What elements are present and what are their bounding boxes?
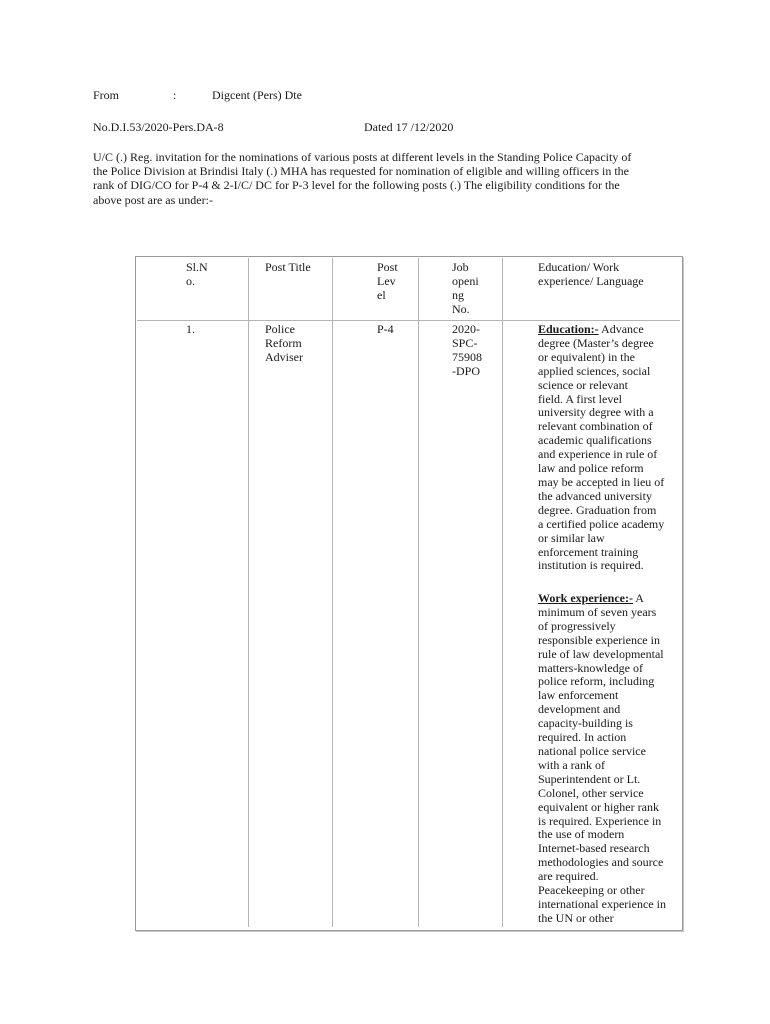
body-line: the Police Division at Brindisi Italy (.) MHA has requested for nomination of eligible and willing officers in the [93, 164, 630, 179]
column-divider [502, 258, 503, 927]
row1-work-experience: Work experience:- A minimum of seven years of progressively responsible experience in rule of law developmental matters-knowledge of police reform, including law enforcement development and capacity-building is required. In action national police service with a rank of Superintendent or Lt. Colonel, other service equivalent or higher rank is required. Experience in the use of modern Internet-based research methodologies and source are required. Peacekeeping or other international experience in the UN or other [538, 591, 666, 925]
work-first-line: Work experience:- A [538, 591, 644, 605]
header-slno: Sl.N o. [186, 260, 208, 288]
education-first-line: Education:- Advance [538, 322, 644, 336]
header-post-title: Post Title [265, 260, 311, 274]
work-heading: Work experience:- [538, 591, 633, 605]
date: Dated 17 /12/2020 [364, 120, 454, 134]
body-paragraph [93, 150, 693, 207]
row1-post-level: P-4 [377, 322, 394, 336]
row-divider [137, 320, 680, 321]
header-job-opening: Job openi ng No. [452, 260, 479, 316]
header-education: Education/ Work experience/ Language [538, 260, 644, 288]
column-divider [418, 258, 419, 927]
education-heading: Education:- [538, 322, 599, 336]
column-divider [248, 258, 249, 927]
body-line: above post are as under:- [93, 192, 213, 207]
column-divider [332, 258, 333, 927]
body-line: rank of DIG/CO for P-4 & 2-I/C/ DC for P-3 level for the following posts (.) The eligibility conditions for the [93, 178, 620, 193]
reference-number: No.D.I.53/2020-Pers.DA-8 [93, 120, 224, 134]
from-value: Digcent (Pers) Dte [212, 88, 302, 102]
row1-education: Education:- Advance degree (Master’s degree or equivalent) in the applied sciences, social science or relevant field. A first level university degree with a relevant combination of academic qualifications and experience in rule of law and police reform may be accepted in lieu of the advanced university degree. Graduation from a certified police academy or similar law enforcement training institution is required. [538, 322, 665, 573]
row1-slno: 1. [186, 322, 195, 336]
body-line: U/C (.) Reg. invitation for the nominations of various posts at different levels in the Standing Police Capacity of [93, 150, 632, 164]
row1-post-title: Police Reform Adviser [265, 322, 303, 364]
row1-job-opening: 2020- SPC- 75908 -DPO [452, 322, 482, 378]
from-colon: : [173, 88, 177, 102]
from-label: From [93, 88, 120, 102]
header-post-level: Post Lev el [377, 260, 398, 302]
